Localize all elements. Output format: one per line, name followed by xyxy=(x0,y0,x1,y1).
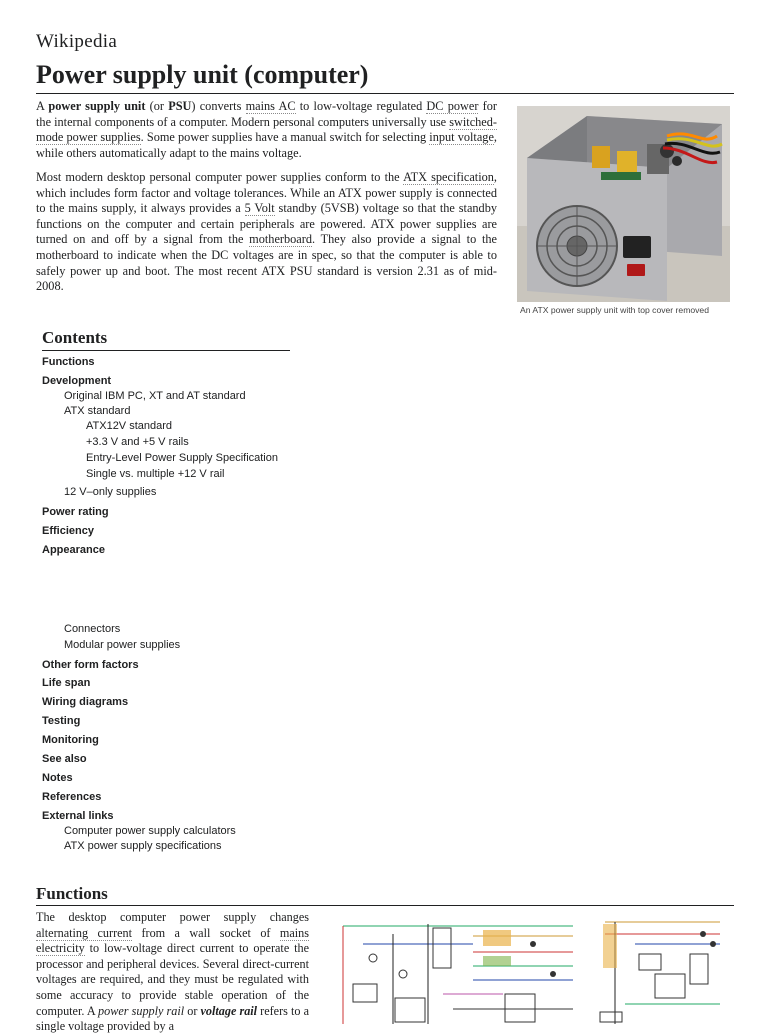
psu-photo[interactable] xyxy=(517,106,730,302)
page-title: Power supply unit (computer) xyxy=(36,60,369,89)
inline-link[interactable]: switched-mode power supplies xyxy=(36,114,498,145)
text-run: voltage rail xyxy=(200,1003,258,1018)
toc-entry[interactable]: Functions xyxy=(42,356,95,368)
power-switch xyxy=(627,264,645,276)
lead-paragraph-1 xyxy=(36,99,497,161)
inline-link[interactable]: mains AC xyxy=(245,99,296,113)
text-run: Most modern desktop personal computer power supplies conform to the xyxy=(36,170,404,184)
inline-link[interactable]: mains electricity xyxy=(36,925,310,956)
toc-title: Contents xyxy=(42,328,108,347)
title-divider xyxy=(36,93,734,94)
toc-entry[interactable]: See also xyxy=(42,753,87,765)
toc-entry[interactable]: Life span xyxy=(42,677,91,689)
toc-entry[interactable]: Other form factors xyxy=(42,659,139,671)
toc-entry[interactable]: Appearance xyxy=(42,544,105,556)
psu-circuit-diagram-left[interactable] xyxy=(333,914,583,1024)
text-run: refers to a single voltage provided by a xyxy=(36,1003,309,1034)
wikipedia-wordmark[interactable]: Wikipedia xyxy=(36,31,118,52)
text-run: or xyxy=(184,1003,201,1018)
inline-link[interactable]: input voltage xyxy=(429,130,494,145)
lead-paragraph-2 xyxy=(36,170,497,295)
text-run: power supply rail xyxy=(98,1003,185,1018)
text-run: for the internal components of a computer. Modern personal computers universally use xyxy=(36,99,497,129)
toc-entry[interactable]: Wiring diagrams xyxy=(42,696,129,708)
text-run: power supply unit xyxy=(48,99,146,113)
toc-entry[interactable]: References xyxy=(42,791,102,803)
figure-caption: An ATX power supply unit with top cover removed xyxy=(520,305,709,315)
inline-link[interactable]: 5 Volt xyxy=(244,201,275,216)
transformer xyxy=(592,146,610,168)
toc-entry[interactable]: Power rating xyxy=(42,506,109,518)
toc-entry[interactable]: External links xyxy=(42,810,114,822)
toc-entry[interactable]: Entry-Level Power Supply Specification xyxy=(86,452,278,464)
toc-entry[interactable]: Modular power supplies xyxy=(64,639,181,651)
text-run: . Some power supplies have a manual switch for selecting xyxy=(140,130,430,145)
text-run: standby (5VSB) voltage so that the standby functions on the computer and certain peripherals are powered. ATX power supplies are turned on and off by a signal from the xyxy=(36,201,497,247)
toc-divider xyxy=(42,350,290,351)
text-run: to low-voltage regulated xyxy=(295,99,427,113)
toc-entry[interactable]: +3.3 V and +5 V rails xyxy=(86,436,189,448)
text-run: . They also provide a signal to the motherboard to indicate when the DC voltages are in spec, so that the computer is able to safely power up and boot. The most recent ATX PSU standard is version 2.31 as of mid-2008. xyxy=(36,232,497,294)
toc-entry[interactable]: Development xyxy=(42,375,112,387)
toc-entry[interactable]: ATX12V standard xyxy=(86,420,173,432)
section-heading-functions: Functions xyxy=(36,884,108,903)
text-run: ) converts xyxy=(191,99,246,113)
functions-paragraph xyxy=(36,910,309,1035)
text-run: The desktop computer power supply changes xyxy=(36,910,309,924)
text-run: (or xyxy=(145,99,169,113)
text-run: , while others automatically adapt to the mains voltage. xyxy=(36,130,497,160)
section-divider xyxy=(36,905,734,906)
toc-entry[interactable]: ATX standard xyxy=(64,405,131,417)
inline-link[interactable]: alternating current xyxy=(36,925,133,940)
text-run: from a wall socket of xyxy=(132,925,280,940)
text-run: A xyxy=(36,99,49,113)
inline-link[interactable]: DC power xyxy=(426,99,479,113)
toc-entry[interactable]: Computer power supply calculators xyxy=(64,825,236,837)
toc-entry[interactable]: 12 V–only supplies xyxy=(64,486,157,498)
text-run: PSU xyxy=(168,99,192,113)
toc-entry[interactable]: Original IBM PC, XT and AT standard xyxy=(64,390,246,402)
power-socket xyxy=(623,236,651,258)
toc-entry[interactable]: ATX power supply specifications xyxy=(64,840,222,852)
toc-entry[interactable]: Single vs. multiple +12 V rail xyxy=(86,468,225,480)
text-run: , which includes form factor and voltage tolerances. While an ATX power supply is connected to the mains supply, it always provides a xyxy=(36,170,497,216)
psu-circuit-diagram-right[interactable] xyxy=(595,914,730,1024)
toc-entry[interactable]: Connectors xyxy=(64,623,121,635)
inline-link[interactable]: ATX specification xyxy=(403,170,494,184)
toc-entry[interactable]: Monitoring xyxy=(42,734,99,746)
inline-link[interactable]: motherboard xyxy=(249,232,313,247)
text-run: to low-voltage direct current to operate the processor and peripheral devices. Several direct-current voltages are required, and they must be regulated with some accuracy to provide stable operation of the computer. A xyxy=(36,941,309,1018)
toc-entry[interactable]: Notes xyxy=(42,772,73,784)
toc-entry[interactable]: Efficiency xyxy=(42,525,94,537)
toc-entry[interactable]: Testing xyxy=(42,715,81,727)
